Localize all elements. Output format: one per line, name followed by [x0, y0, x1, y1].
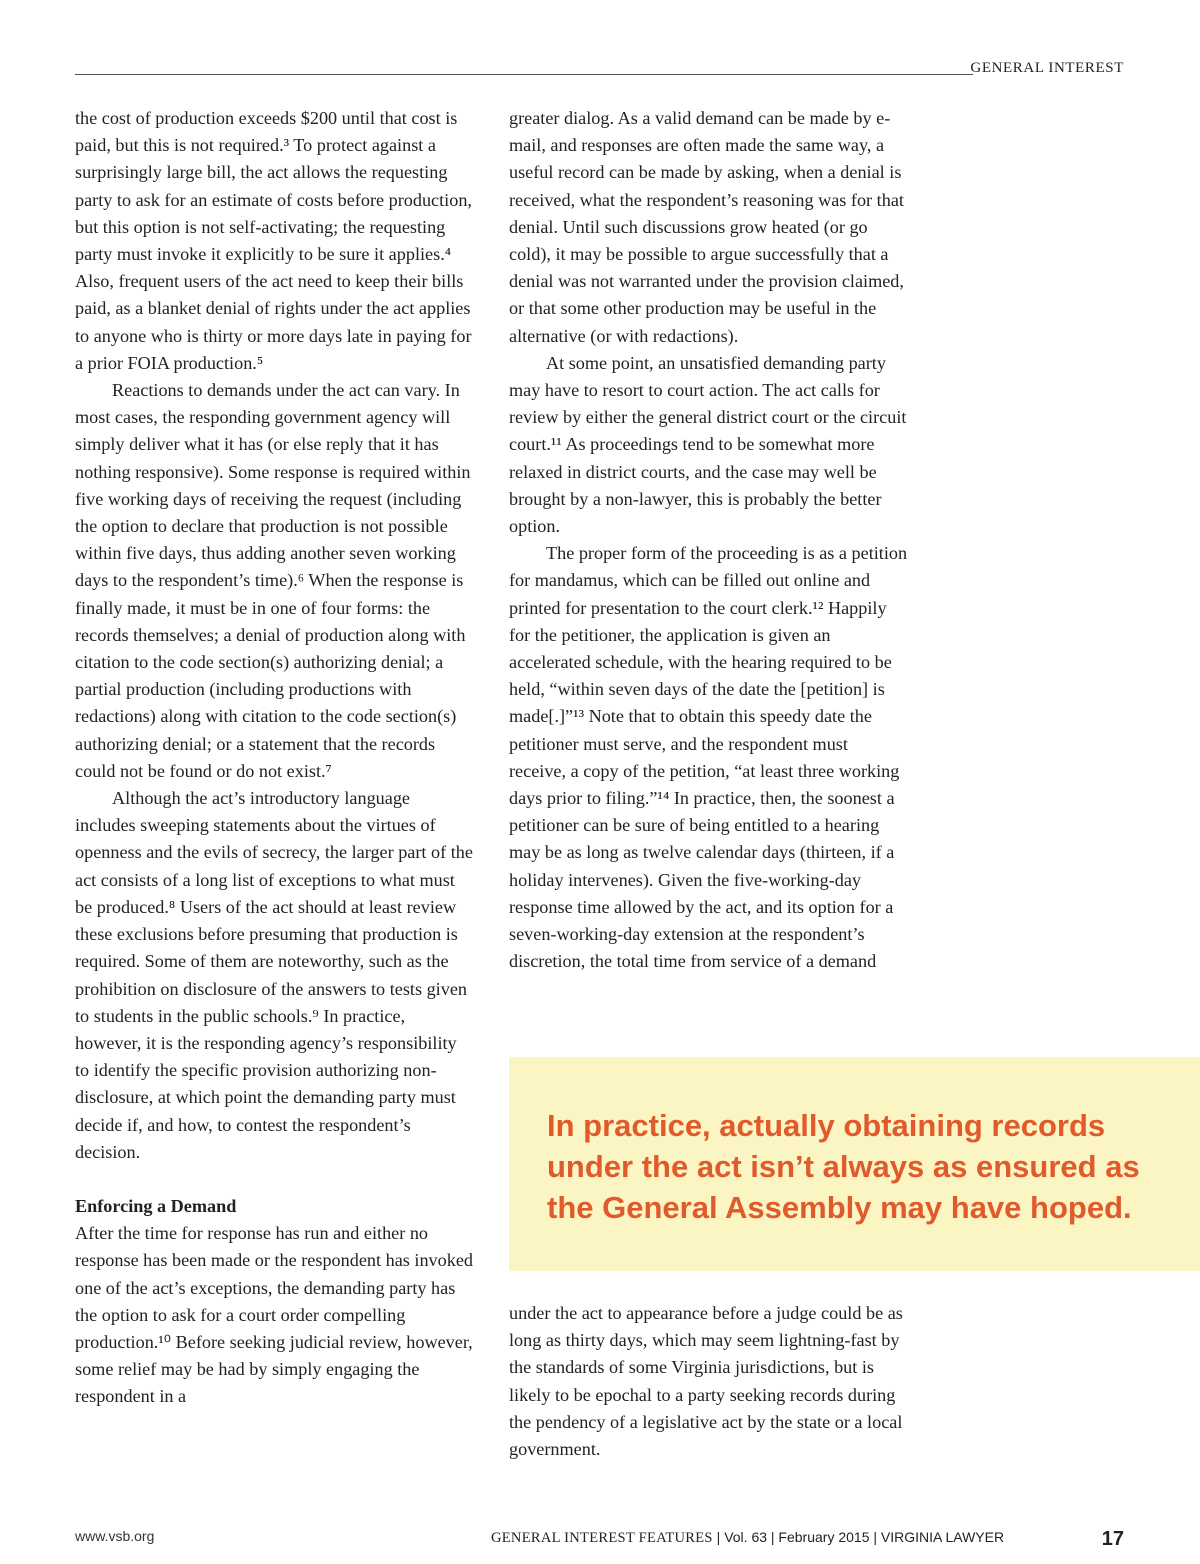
body-paragraph: the cost of production exceeds $200 until that cost is paid, but this is not required.³ To protect against a surprisingly large bill, the act allows the requesting party to ask for an estimate of costs before production, but this option is not self-activating; the requesting party must invoke it explicitly to be sure it applies.⁴ Also, frequent users of the act need to keep their bills paid, as a blanket denial of rights under the act applies to anyone who is thirty or more days late in paying for a prior FOIA production.⁵	[75, 108, 472, 373]
footer-website: www.vsb.org	[75, 1528, 155, 1544]
left-column	[75, 105, 475, 1411]
body-paragraph: At some point, an unsatisfied demanding party may have to resort to court action. The act calls for review by either the general district court or the circuit court.¹¹ As proceedings tend to be somewhat more relaxed in district courts, and the case may well be brought by a non-lawyer, this is probably the better option.	[509, 352, 907, 537]
right-column-bottom	[509, 1300, 909, 1463]
section-label: GENERAL INTEREST	[970, 60, 1124, 76]
footer-publication	[491, 1529, 1004, 1547]
body-paragraph: Although the act’s introductory language includes sweeping statements about the virtues of openness and the evils of secrecy, the larger part of the act consists of a long list of exceptions to what must be produced.⁸ Users of the act should at least review these exclusions before presuming that production is required. Some of them are noteworthy, such as the prohibition on disclosure of the answers to tests given to students in the public schools.⁹ In practice, however, it is the responding agency’s responsibility to identify the specific provision authorizing non-disclosure, at which point the demanding party must decide if, and how, to contest the respondent’s decision.	[75, 788, 473, 1162]
body-paragraph: The proper form of the proceeding is as a petition for mandamus, which can be filled out online and printed for presentation to the court clerk.¹² Happily for the petitioner, the application is given an accelerated schedule, with the hearing required to be held, “within seven days of the date the [petition] is made[.]”¹³ Note that to obtain this speedy date the petitioner must serve, and the respondent must receive, a copy of the petition, “at least three working days prior to filing.”¹⁴ In practice, then, the soonest a petitioner can be sure of being entitled to a hearing may be as long as twelve calendar days (thirteen, if a holiday intervenes). Given the five-working-day response time allowed by the act, and its option for a seven-working-day extension at the respondent’s discretion, the total time from service of a demand	[509, 543, 908, 972]
page-number: 17	[1101, 1528, 1124, 1550]
body-paragraph: greater dialog. As a valid demand can be made by e-mail, and responses are often made the same way, a useful record can be made by asking, when a denial is received, what the respondent’s reasoning was for that denial. Until such discussions grow heated (or go cold), it may be possible to argue successfully that a denial was not warranted under the provision claimed, or that some other production may be useful in the alternative (or with redactions).	[509, 108, 904, 346]
footer-section: GENERAL INTEREST FEATURES	[491, 1530, 713, 1546]
subheading: Enforcing a Demand	[75, 1195, 237, 1216]
right-column-top	[509, 105, 909, 976]
body-paragraph: After the time for response has run and either no response has been made or the respondent has invoked one of the act’s exceptions, the demanding party has the option to ask for a court order compelling production.¹⁰ Before seeking judicial review, however, some relief may be had by simply engaging the respondent in a	[75, 1223, 473, 1407]
body-paragraph: under the act to appearance before a judge could be as long as thirty days, which may seem lightning-fast by the standards of some Virginia jurisdictions, but is likely to be epochal to a party seeking records during the pendency of a legislative act by the state or a local government.	[509, 1303, 903, 1460]
footer-issue: | Vol. 63 | February 2015 | VIRGINIA LAWYER	[716, 1529, 1005, 1545]
header-rule	[75, 74, 973, 75]
pull-quote-box	[509, 1057, 1200, 1271]
pull-quote: In practice, actually obtaining records under the act isn’t always as ensured as the General Assembly may have hoped.	[547, 1108, 1140, 1225]
body-paragraph: Reactions to demands under the act can vary. In most cases, the responding government agency will simply deliver what it has (or else reply that it has nothing responsive). Some response is required within five working days of receiving the request (including the option to declare that production is not possible within five days, thus adding another seven working days to the respondent’s time).⁶ When the response is finally made, it must be in one of four forms: the records themselves; a denial of production along with citation to the code section(s) authorizing denial; a partial production (including productions with redactions) along with citation to the code section(s) authorizing denial; or a statement that the records could not be found or do not exist.⁷	[75, 380, 471, 781]
